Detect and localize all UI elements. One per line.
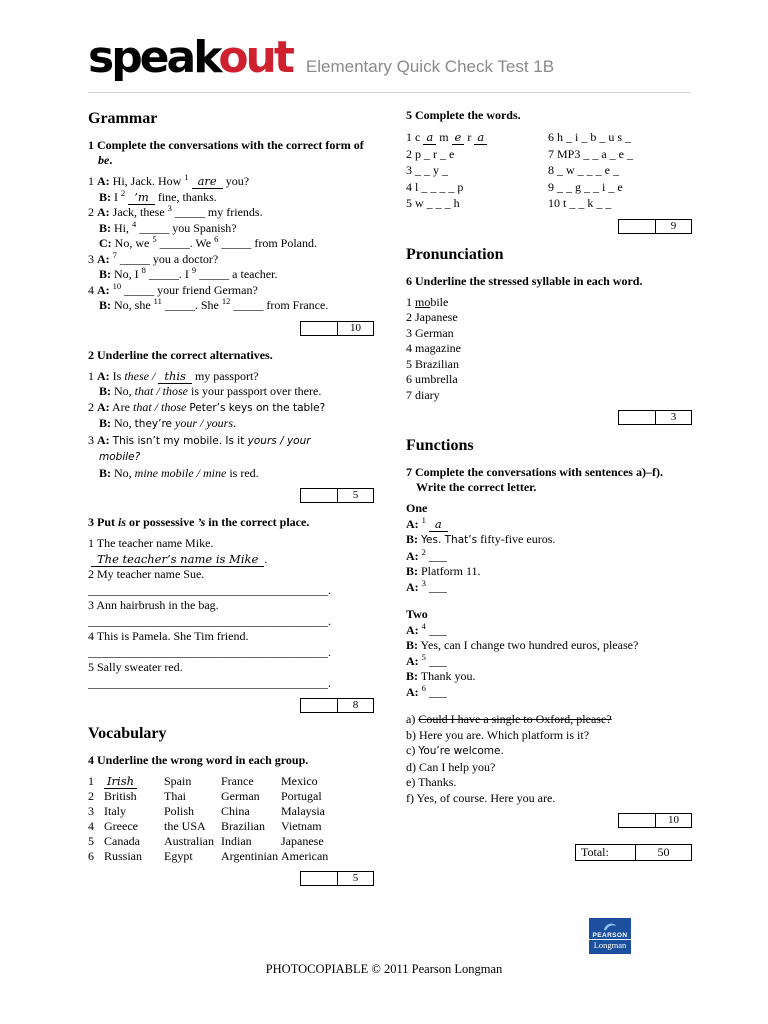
text-line: 3 German [406,325,454,340]
exercise-6-title: 6 Underline the stressed syllable in each word. [406,273,643,288]
score-empty-cell [301,322,338,335]
word-cell: American [281,849,329,863]
answer-blank-line: ________________________________________. [88,644,331,659]
score-box-ex2 [300,488,374,503]
word-cell: France [221,774,254,788]
text-line: B: Thank you. [406,669,476,683]
row-number: 3 [88,804,94,818]
exercise-5-title: 5 Complete the words. [406,108,521,122]
text-line: B: No, mine mobile / mine is red. [99,465,259,480]
word-cell: Spain [164,774,192,788]
text-line: 4 l _ _ _ _ p [406,179,464,194]
answer-option: f) Yes, of course. Here you are. [406,790,556,805]
word-cell: Vietnam [281,819,322,833]
text-line: 1 c a m e r a [406,129,548,146]
score-empty-cell [301,872,338,885]
section-heading-pronunciation: Pronunciation [406,245,504,263]
text-line: B: Yes, can I change two hundred euros, please? [406,638,639,652]
word-cell: German [221,789,260,803]
text-line: 1 A: Is these / this my passport? [88,368,259,383]
score-box-ex3 [300,698,374,713]
word-cell: the USA [164,819,206,833]
word-cell: Indian [221,834,252,848]
score-max: 10 [668,814,679,826]
word-cell: Brazilian [221,819,265,833]
exercise-2-title: 2 Underline the correct alternatives. [88,347,273,362]
answer-option: a) Could I have a single to Oxford, please? [406,712,612,726]
total-row [406,844,692,861]
dialogue-heading: One [406,501,428,515]
exercise-4-title: 4 Underline the wrong word in each group. [88,753,309,767]
word-groups-table [88,774,374,864]
total-value: 50 [657,845,670,859]
word-cell: Mexico [281,774,318,788]
text-line: A: $^2$ ___ [406,546,447,563]
text-line: 9 _ _ g _ _ i _ e [548,179,623,194]
text-line: 1 mobile [406,294,449,309]
score-max: 5 [352,489,359,501]
text-line: mobile? [99,451,141,463]
text-line: 4 This is Pamela. She Tim friend. [88,629,249,643]
row-number: 1 [88,774,94,788]
score-max: 8 [352,699,359,711]
right-column [406,108,692,861]
score-empty-cell [619,411,656,424]
text-line: 7 MP3 _ _ a _ e _ [548,146,633,161]
score-max: 3 [670,411,677,423]
text-line: B: No, I $^8$ _____. I $^9$ _____ a teacher. [99,265,278,281]
text-line: 3 Ann hairbrush in the bag. [88,598,219,612]
text-line: 2 A: Jack, these $^3$ _____ my friends. [88,203,263,219]
text-line: 3 A: $^7$ _____ you a doctor? [88,249,219,266]
word-cell: British [104,789,137,803]
exercise-6 [406,274,692,426]
header [88,32,690,93]
word-cell: Malaysia [281,804,325,818]
exercise-4 [88,753,374,886]
word-cell: Australian [164,834,214,848]
word-cell: Portugal [281,789,322,803]
exercise-1 [88,138,374,336]
longman-wordmark: Longman [589,939,631,951]
text-line: A: $^3$ ___ [406,577,447,594]
logo-out: out [218,32,292,83]
text-line: 2 Japanese [406,310,458,324]
score-max: 10 [350,321,361,334]
left-column [88,108,374,898]
text-line: 5 Sally sweater red. [88,660,183,674]
score-row [406,813,692,828]
pearson-wordmark: PEARSON [592,932,628,939]
text-line: A: $^5$ ___ [406,651,447,668]
text-line: A: $^1$ a [406,517,692,533]
score-max: 5 [352,872,359,884]
complete-words-left [406,129,548,212]
example-answer-line: The teacher’s name is Mike . [88,552,374,568]
logo-speak: speak [88,32,219,83]
text-line: 8 _ w _ _ _ e _ [548,163,619,177]
score-empty-cell [619,220,656,233]
score-row [88,488,374,503]
word-cell: Russian [104,849,143,863]
text-line: A: $^6$ ___ [406,682,447,699]
answer-option: c) You’re welcome. [406,743,504,757]
text-line: B: I $^2$ ’m fine, thanks. [99,187,217,204]
row-number: 5 [88,834,94,848]
word-cell: Japanese [281,834,324,848]
text-line: 1 The teacher name Mike. [88,536,214,550]
word-cell: Polish [164,804,195,818]
pearson-emblem-icon [602,921,618,932]
text-line: B: Hi, $^4$ _____ you Spanish? [99,218,237,235]
pearson-logo-box [589,918,631,954]
exercise-3-title: 3 Put is or possessive ’s in the correct place. [88,515,310,529]
text-line: 4 magazine [406,341,461,355]
text-line: B: Platform 11. [406,564,481,578]
section-heading-vocabulary: Vocabulary [88,725,167,742]
exercise-1-title: 1 Complete the conversations with the correct form of be. [88,138,364,167]
score-empty-cell [619,814,656,827]
text-line: 6 umbrella [406,372,458,386]
score-row [406,219,692,234]
score-box-ex7 [618,813,692,828]
word-cell: Italy [104,804,126,818]
total-score-box [575,844,692,861]
speakout-logo [88,32,292,83]
text-line: 2 A: Are that / those Peter’s keys on the table? [88,399,326,414]
score-row [406,410,692,425]
text-line: A: $^4$ ___ [406,620,447,637]
word-cell: Canada [104,834,140,848]
exercise-7-title: 7 Complete the conversations with sentences a)–f). Write the correct letter. [406,465,663,494]
score-box-ex1 [300,321,374,336]
score-row [88,871,374,886]
answer-option: b) Here you are. Which platform is it? [406,727,590,742]
answer-option: e) Thanks. [406,775,457,789]
score-max: 9 [670,219,677,232]
exercise-5 [406,108,692,234]
score-box-ex5 [618,219,692,234]
exercise-2 [88,348,374,504]
text-line: 2 My teacher name Sue. [88,567,205,581]
text-line: B: No, they’re your / yours. [99,416,237,430]
dialogue-heading: Two [406,607,428,621]
text-line: 3 A: This isn’t my mobile. Is it yours / your [88,432,311,447]
text-line: 4 A: $^{10}$ _____ your friend German? [88,280,258,297]
row-number: 2 [88,789,94,803]
text-line: 7 diary [406,387,440,402]
footer-copyright: PHOTOCOPIABLE © 2011 Pearson Longman [265,962,503,976]
score-row [88,321,374,336]
answer-blank-line: ________________________________________. [88,613,331,628]
text-line: 6 h _ i _ b _ u s _ [548,130,632,144]
test-title: Elementary Quick Check Test 1B [305,57,555,76]
section-heading-functions: Functions [406,437,474,454]
score-empty-cell [301,489,338,502]
text-line: B: No, she $^{11}$ _____. She $^{12}$ _____ from France. [99,296,329,312]
exercise-7 [406,465,692,828]
text-line: 3 _ _ y _ [406,163,448,177]
text-line: B: No, that / those is your passport over there. [99,384,322,398]
row-number: 6 [88,849,94,863]
word-cell: Greece [104,819,138,833]
text-line: 10 t _ _ k _ _ [548,196,612,210]
score-box-ex4 [300,871,374,886]
word-cell: Thai [164,789,186,803]
word-cell: Argentinian [221,849,279,863]
text-line: 1 A: Hi, Jack. How $^1$ are you? [88,172,250,188]
row-number: 4 [88,819,94,833]
text-line: 5 Brazilian [406,356,459,371]
total-label: Total: [576,845,636,860]
score-box-ex6 [618,410,692,425]
exercise-3 [88,515,374,713]
answer-blank-line: ________________________________________. [88,582,331,597]
answer-option: d) Can I help you? [406,759,496,774]
text-line: 5 w _ _ _ h [406,196,460,210]
text-line: C: No, we $^5$ _____. We $^6$ _____ from Poland. [99,234,317,250]
text-line: B: Yes. That’s fifty-five euros. [406,532,556,546]
answer-options-list [406,712,692,806]
underlined-answer: Irish [104,774,137,789]
word-cell: Egypt [164,849,193,863]
text-line: 2 p _ r _ e [406,146,455,161]
score-row [88,698,374,713]
word-cell [104,774,164,789]
word-cell: China [221,804,250,818]
pearson-longman-logo [589,918,631,954]
complete-words-columns [406,129,692,212]
complete-words-right [548,129,692,212]
section-heading-grammar: Grammar [88,110,158,127]
score-empty-cell [301,699,338,712]
answer-blank-line: ________________________________________. [88,675,331,690]
